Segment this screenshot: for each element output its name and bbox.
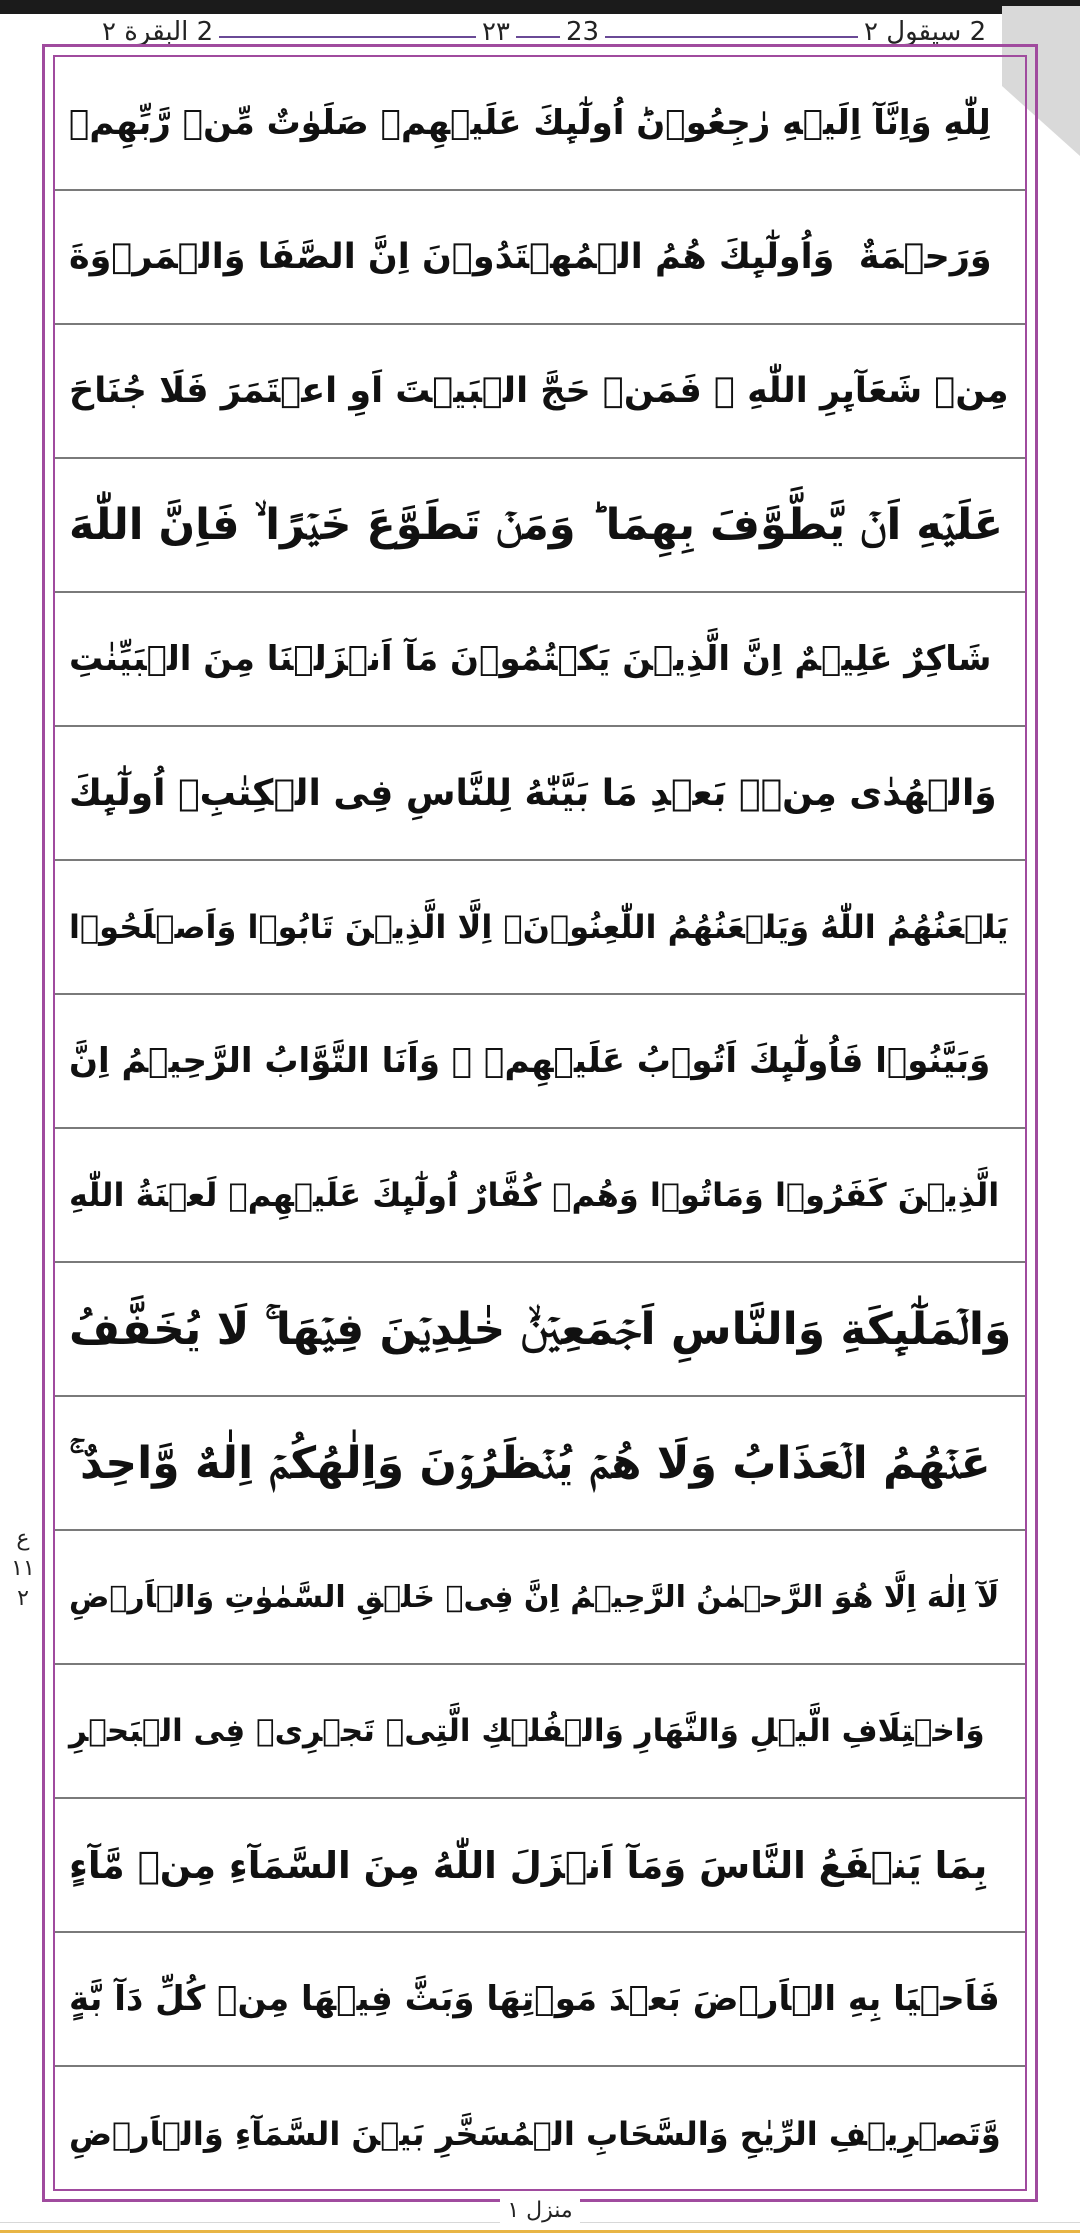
text-line-3 — [55, 325, 1025, 459]
status-bar — [0, 0, 1080, 14]
para-name: 2 سیقول ٢ — [858, 14, 992, 50]
verse-text: فَاَحۡيَا بِهِ الۡاَرۡضَ بَعۡدَ مَوۡتِهَا وَبَثَّ فِيۡهَا مِنۡ كُلِّ دَآ بَّةٍ — [69, 1979, 1000, 2019]
verse-text: مِنۡ شَعَآٮِٕرِ اللّٰهِ ۚ فَمَنۡ حَجَّ الۡبَيۡتَ اَوِ اعۡتَمَرَ فَلَا جُنَاحَ — [69, 371, 1009, 411]
manzil-label: منزل ١ — [500, 2198, 580, 2224]
verse-text: بِمَا يَنۡفَعُ النَّاسَ وَمَآ اَنۡزَلَ اللّٰهُ مِنَ السَّمَآءِ مِنۡ مَّآءٍ — [69, 1843, 988, 1887]
text-line-14 — [55, 1799, 1025, 1933]
text-line-8 — [55, 995, 1025, 1129]
text-line-7 — [55, 861, 1025, 995]
text-line-10 — [55, 1263, 1025, 1397]
text-line-15 — [55, 1933, 1025, 2067]
ruku-marker: ع ١١ ٢ — [11, 1526, 35, 1611]
text-line-5 — [55, 593, 1025, 727]
page-number-urdu: ٢٣ — [476, 14, 516, 50]
verse-text: وَالۡهُدٰى مِنۡۢ بَعۡدِ مَا بَيَّنّٰهُ لِلنَّاسِ فِى الۡكِتٰبِۙ اُولٰٓٮِٕكَ — [69, 772, 997, 814]
quran-page-frame — [42, 44, 1038, 2202]
quran-page-inner — [53, 55, 1027, 2191]
text-line-11 — [55, 1397, 1025, 1531]
verse-text: شَاكِرٌ عَلِيۡمٌ اِنَّ الَّذِيۡنَ يَكۡتُمُوۡنَ مَآ اَنۡزَلۡنَا مِنَ الۡبَيِّنٰتِ — [69, 639, 992, 679]
text-line-1 — [55, 57, 1025, 191]
verse-text: الَّذِيۡنَ كَفَرُوۡا وَمَاتُوۡا وَهُمۡ كُفَّارٌ اُولٰٓٮِٕكَ عَلَيۡهِمۡ لَعۡنَةُ اللّٰهِ — [69, 1176, 1000, 1214]
surah-name: 2 البقرة ٢ — [96, 14, 219, 50]
verse-text: وَبَيَّنُوۡا فَاُولٰٓٮِٕكَ اَتُوۡبُ عَلَيۡهِمۡ ۚ وَاَنَا التَّوَّابُ الرَّحِيۡمُ اِنَّ — [69, 1041, 991, 1081]
verse-text: عَلَيۡهِ اَنۡ يَّطَّوَّفَ بِهِمَا ؕ وَمَنۡ تَطَوَّعَ خَيۡرًا ۙ فَاِنَّ اللّٰهَ — [69, 500, 1003, 550]
page-number: 23 — [560, 14, 605, 50]
verse-text: عَنۡهُمُ الۡعَذَابُ وَلَا هُمۡ يُنۡظَرُوۡنَ وَاِلٰهُكُمۡ اِلٰهٌ وَّاحِدٌ ۚ — [69, 1437, 991, 1489]
verse-text: يَلۡعَنُهُمُ اللّٰهُ وَيَلۡعَنُهُمُ اللّٰعِنُوۡنَۙ اِلَّا الَّذِيۡنَ تَابُوۡا وَاَصۡلَحُوۡا — [69, 908, 1009, 946]
text-line-6 — [55, 727, 1025, 861]
verse-text: لِلّٰهِ وَاِنَّآ اِلَيۡهِ رٰجِعُوۡنَؕ اُولٰٓٮِٕكَ عَلَيۡهِمۡ صَلَوٰتٌ مِّنۡ رَّبِّهِمۡ — [69, 103, 991, 143]
verse-text: وَاخۡتِلَافِ الَّيۡلِ وَالنَّهَارِ وَالۡفُلۡكِ الَّتِىۡ تَجۡرِىۡ فِى الۡبَحۡرِ — [69, 1713, 985, 1749]
text-line-12 — [55, 1531, 1025, 1665]
verse-text: لَآ اِلٰهَ اِلَّا هُوَ الرَّحۡمٰنُ الرَّحِيۡمُ اِنَّ فِىۡ خَلۡقِ السَّمٰوٰتِ وَالۡاَرۡضِ — [69, 1579, 1000, 1615]
text-line-4 — [55, 459, 1025, 593]
text-line-9 — [55, 1129, 1025, 1263]
verse-text: وَرَحۡمَةٌ ‌ وَاُولٰٓٮِٕكَ هُمُ الۡمُهۡتَدُوۡنَ اِنَّ الصَّفَا وَالۡمَرۡوَةَ — [69, 237, 992, 277]
verse-text: وَّتَصۡرِيۡفِ الرِّيٰحِ وَالسَّحَابِ الۡمُسَخَّرِ بَيۡنَ السَّمَآءِ وَالۡاَرۡضِ — [69, 2115, 1001, 2153]
text-line-2 — [55, 191, 1025, 325]
verse-text: وَالۡمَلٰٓٮِٕكَةِ وَالنَّاسِ اَجۡمَعِيۡنَۙ خٰلِدِيۡنَ فِيۡهَا ۚ لَا يُخَفَّفُ — [69, 1303, 1012, 1355]
footer-rule — [0, 2230, 1080, 2233]
text-line-16 — [55, 2067, 1025, 2201]
text-line-13 — [55, 1665, 1025, 1799]
